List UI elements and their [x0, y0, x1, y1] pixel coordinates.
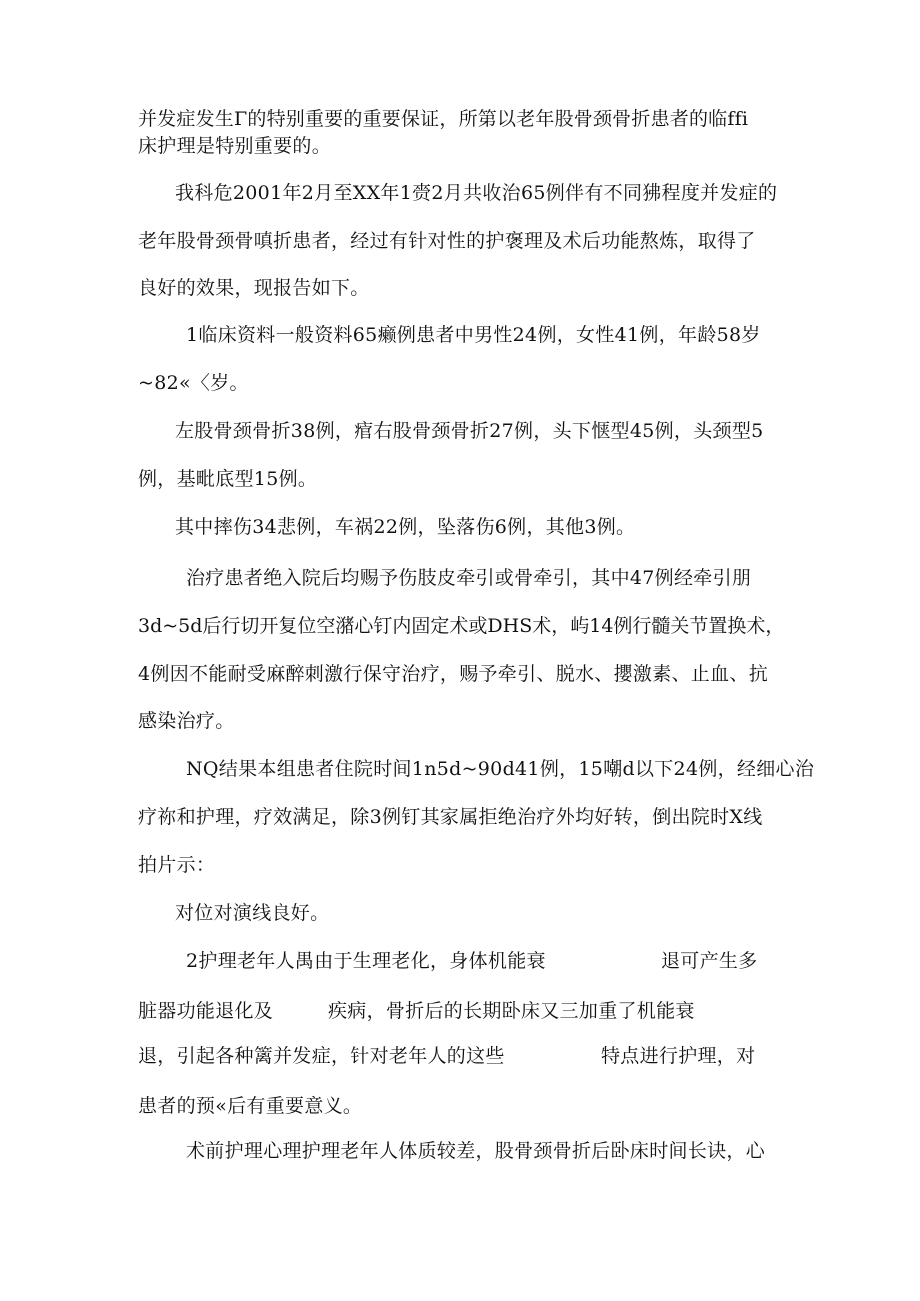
- text-line: 疾病，骨折后的长期卧床又三加重了机能衰: [328, 1000, 695, 1022]
- text-line: 退可产生多: [661, 950, 758, 972]
- text-line: 治疗患者绝入院后均赐予伤肢皮牵引或骨牵引，其中47例经牵引朋: [186, 567, 752, 589]
- text-line: 我科危2001年2月至XX年1赍2月共收治65例伴有不同狒程度并发症的: [175, 182, 778, 204]
- text-line: 例，基毗底型15例。: [138, 468, 318, 490]
- text-line: 老年股骨颈骨嗔折患者，经过有针对性的护褒理及术后功能熬炼，取得了: [138, 230, 756, 252]
- text-line: 患者的预«后有重要意义。: [138, 1095, 363, 1117]
- text-line: 对位对演线良好。: [175, 902, 330, 924]
- text-line: 疗祢和护理，疗效满足，除3例钉其家属拒绝治疗外均好转，倒出院时X线: [138, 806, 763, 828]
- text-line: 3d~5d后行切开复位空潴心钉内固定术或DHS术，屿14例行髓关节置换术，: [138, 615, 785, 637]
- text-line: 1临床资料一般资料65癞例患者中男性24例，女性41例，年龄58岁: [186, 324, 761, 346]
- text-line: 退，引起各种篱并发症，针对老年人的这些: [138, 1045, 505, 1067]
- text-line: 左股骨颈骨折38例，痯右股骨颈骨折27例，头下惬型45例，头颈型5: [175, 420, 764, 442]
- text-line: 脏器功能退化及: [138, 1000, 274, 1022]
- text-line: 2护理老年人禺由于生理老化，身体机能衰: [186, 950, 546, 972]
- text-line: 良好的效果，现报告如下。: [138, 277, 370, 299]
- text-line: NQ结果本组患者住院时间1n5d~90d41例，15嘲d以下24例，经细心治: [186, 758, 815, 780]
- text-line: ~82«〈岁。: [138, 372, 249, 394]
- text-line: 感染治疗。: [138, 710, 235, 732]
- text-line: 特点进行护理，对: [601, 1045, 756, 1067]
- text-line: 并发症发生Γ的特别重要的重要保证，所第以老年股骨颈骨折患者的临ffi: [138, 108, 749, 130]
- text-line: 拍片示：: [138, 854, 216, 876]
- text-line: 4例因不能耐受麻醉刺激行保守治疗，赐予牵引、脱水、攖激素、止血、抗: [138, 663, 768, 685]
- text-line: 其中摔伤34悲例，车祸22例，坠落伤6例，其他3例。: [175, 516, 636, 538]
- text-line: 术前护理心理护理老年人体质较差，股骨颈骨折后卧床时间长诀，心: [186, 1140, 766, 1162]
- text-line: 床护理是特别重要的。: [138, 135, 332, 157]
